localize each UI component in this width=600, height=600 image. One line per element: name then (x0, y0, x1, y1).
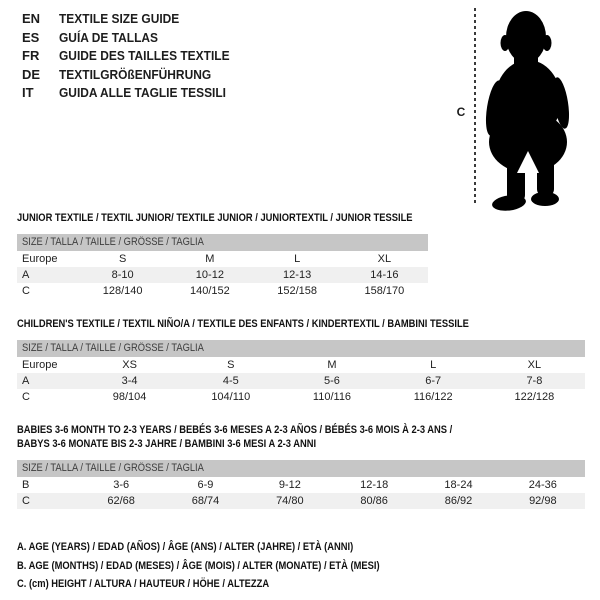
row-label: Europe (22, 253, 58, 265)
size-section (17, 317, 585, 405)
language-label: GUIDA ALLE TAGLIE TESSILI (59, 85, 227, 100)
footnote: A. AGE (YEARS) / EDAD (AÑOS) / ÂGE (ANS) / ALTER (JAHRE) / ETÀ (ANNI) (17, 541, 354, 553)
baby-silhouette-icon (482, 5, 588, 213)
section-title: BABIES 3-6 MONTH TO 2-3 YEARS / BEBÉS 3-6 MESES A 2-3 AÑOS / BÉBÉS 3-6 MOIS À 2-3 ANS / (17, 424, 453, 436)
table-cell: 128/140 (102, 285, 143, 297)
size-header-band (17, 460, 585, 477)
table-row (17, 267, 428, 283)
table-cell: 18-24 (444, 479, 473, 491)
size-header-text: SIZE / TALLA / TAILLE / GRÖSSE / TAGLIA (22, 462, 204, 474)
table-cell: 98/104 (112, 391, 147, 403)
table-cell: 104/110 (211, 391, 251, 403)
table-cell: XL (377, 253, 392, 265)
table-cell: 12-13 (283, 269, 312, 281)
table-cell: L (430, 359, 437, 371)
table-cell: 6-7 (425, 375, 442, 387)
table-cell: 12-18 (360, 479, 389, 491)
language-code: EN (22, 11, 41, 26)
height-marker-line (474, 8, 476, 206)
table-cell: 158/170 (364, 285, 405, 297)
row-label: C (22, 285, 30, 297)
size-header-text: SIZE / TALLA / TAILLE / GRÖSSE / TAGLIA (22, 236, 204, 248)
row-label: B (22, 479, 30, 491)
size-header-band (17, 340, 585, 357)
table-row (17, 389, 585, 405)
row-label: A (22, 269, 30, 281)
language-row (22, 29, 244, 48)
footnote: B. AGE (MONTHS) / EDAD (MESES) / ÂGE (MOIS) / ALTER (MONATE) / ETÀ (MESI) (17, 559, 380, 572)
language-label: TEXTILE SIZE GUIDE (59, 11, 180, 26)
table-cell: 8-10 (111, 269, 134, 281)
table-cell: 92/98 (529, 495, 557, 507)
footnote-list (17, 538, 444, 594)
language-code: DE (22, 66, 41, 82)
table-cell: S (118, 253, 127, 265)
footnote: C. (cm) HEIGHT / ALTURA / HAUTEUR / HÖHE / ALTEZZA (17, 578, 270, 590)
section-title-group (17, 317, 585, 331)
language-row (22, 66, 244, 85)
language-row (22, 84, 244, 103)
size-table (17, 234, 428, 299)
size-section (17, 423, 585, 509)
size-header-text: SIZE / TALLA / TAILLE / GRÖSSE / TAGLIA (22, 342, 204, 354)
table-cell: 7-8 (526, 375, 543, 387)
language-label: TEXTILGRÖßENFÜHRUNG (59, 66, 212, 82)
language-row (22, 47, 244, 66)
size-table (17, 340, 585, 405)
language-code: IT (22, 85, 34, 100)
row-label: C (22, 495, 30, 507)
table-cell: XL (527, 359, 542, 371)
language-label: GUIDE DES TAILLES TEXTILE (59, 48, 230, 63)
table-cell: 9-12 (278, 479, 301, 491)
table-cell: M (205, 253, 215, 265)
table-cell: 14-16 (370, 269, 399, 281)
section-title: BABYS 3-6 MONATE BIS 2-3 JAHRE / BAMBINI 3-6 MESI A 2-3 ANNI (17, 438, 317, 450)
language-label: GUÍA DE TALLAS (59, 29, 159, 45)
table-cell: 122/128 (514, 391, 555, 403)
table-row (17, 251, 428, 267)
table-cell: S (227, 359, 235, 371)
table-row (17, 477, 585, 493)
table-cell: 62/68 (107, 495, 135, 507)
table-row (17, 283, 428, 299)
table-cell: M (327, 359, 337, 371)
size-table (17, 460, 585, 509)
language-code: FR (22, 48, 40, 63)
language-code: ES (22, 29, 40, 45)
table-cell: 24-36 (528, 479, 557, 491)
row-label: A (22, 375, 30, 387)
table-cell: 6-9 (197, 479, 214, 491)
table-cell: 68/74 (191, 495, 220, 507)
section-title: CHILDREN'S TEXTILE / TEXTIL NIÑO/A / TEXTILE DES ENFANTS / KINDERTEXTIL / BAMBINI TESSILE (17, 318, 469, 330)
table-cell: 80/86 (360, 495, 388, 507)
table-cell: 3-6 (113, 479, 130, 491)
table-cell: 140/152 (189, 285, 230, 297)
section-title-group (17, 423, 585, 451)
section-title: JUNIOR TEXTILE / TEXTIL JUNIOR/ TEXTILE JUNIOR / JUNIORTEXTIL / JUNIOR TESSILE (17, 212, 413, 224)
table-cell: 152/158 (277, 285, 317, 297)
table-cell: 5-6 (324, 375, 340, 387)
table-cell: 10-12 (195, 269, 224, 281)
table-cell: 116/122 (413, 391, 453, 403)
table-cell: 110/116 (312, 391, 352, 403)
table-row (17, 357, 585, 373)
table-row (17, 493, 585, 509)
size-section (17, 211, 585, 299)
table-cell: 74/80 (276, 495, 304, 507)
section-title-group (17, 211, 585, 225)
row-label: C (22, 391, 30, 403)
language-list (22, 10, 244, 103)
size-header-band (17, 234, 428, 251)
table-cell: 86/92 (444, 495, 473, 507)
sections (17, 211, 585, 527)
table-cell: 3-4 (121, 375, 138, 387)
table-cell: L (294, 253, 301, 265)
row-label: Europe (22, 359, 58, 371)
height-marker-label: C (456, 105, 466, 119)
language-row (22, 10, 244, 29)
table-cell: XS (122, 359, 137, 371)
table-cell: 4-5 (222, 375, 239, 387)
table-row (17, 373, 585, 389)
